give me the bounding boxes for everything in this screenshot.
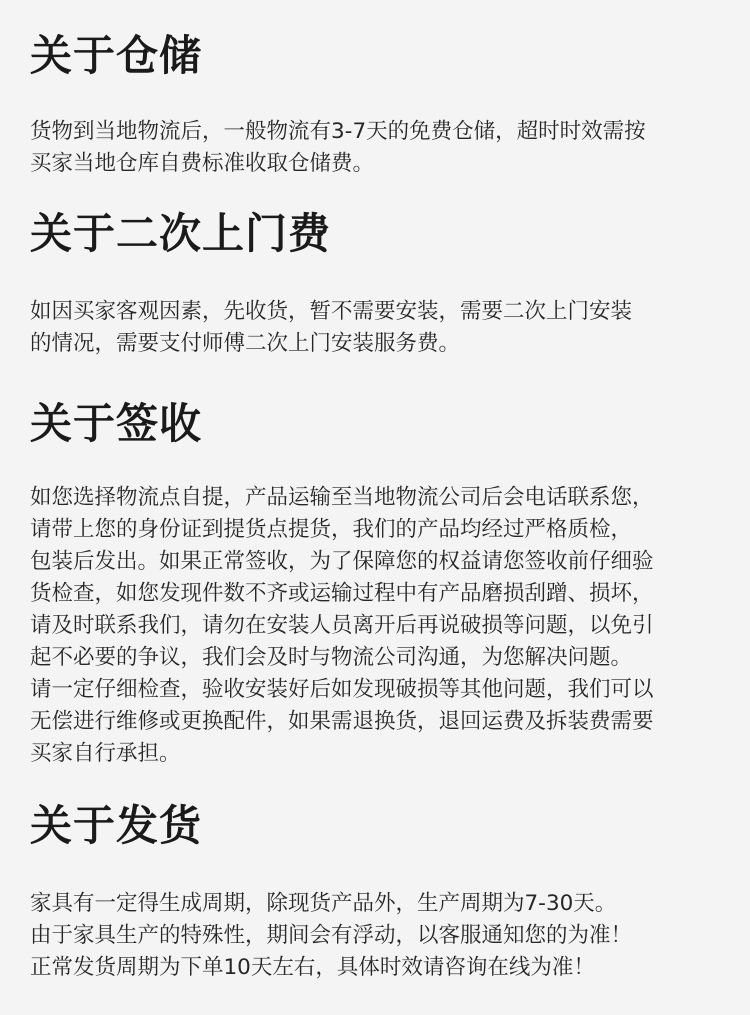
- body-line: 由于家具生产的特殊性，期间会有浮动，以客服通知您的为准！: [30, 923, 633, 948]
- section-second-visit-fee: [30, 206, 720, 360]
- section-title-signing: 关于签收: [30, 399, 203, 448]
- section-body-storage: [30, 116, 720, 180]
- section-title-shipping: 关于发货: [30, 801, 203, 850]
- body-line: 的情况，需要支付师傅二次上门安装服务费。: [30, 331, 461, 356]
- body-line: 请一定仔细检查，验收安装好后如发现破损等其他问题，我们可以: [30, 677, 654, 702]
- section-title-storage: 关于仓储: [30, 31, 203, 80]
- body-line: 起不必要的争议，我们会及时与物流公司沟通，为您解决问题。: [30, 645, 633, 670]
- body-line: 如因买家客观因素，先收货，暂不需要安装，需要二次上门安装: [30, 299, 633, 324]
- section-signing: [30, 396, 720, 770]
- section-body-shipping: [30, 888, 720, 984]
- section-title-second-visit-fee: 关于二次上门费: [30, 209, 332, 258]
- body-line: 包装后发出。如果正常签收，为了保障您的权益请您签收前仔细验: [30, 549, 654, 574]
- section-body-signing: [30, 482, 720, 770]
- body-line: 请及时联系我们，请勿在安装人员离开后再说破损等问题，以免引: [30, 613, 654, 638]
- body-line: 如您选择物流点自提，产品运输至当地物流公司后会电话联系您，: [30, 485, 654, 510]
- body-line: 货物到当地物流后，一般物流有3-7天的免费仓储，超时时效需按: [30, 119, 646, 144]
- body-line: 买家当地仓库自费标准收取仓储费。: [30, 151, 375, 176]
- body-line: 正常发货周期为下单10天左右，具体时效请咨询在线为准！: [30, 955, 595, 980]
- body-line: 家具有一定得生成周期，除现货产品外，生产周期为7-30天。: [30, 891, 617, 916]
- section-shipping: [30, 798, 720, 984]
- body-line: 货检查，如您发现件数不齐或运输过程中有产品磨损刮蹭、损坏，: [30, 581, 654, 606]
- body-line: 请带上您的身份证到提货点提货，我们的产品均经过严格质检，: [30, 517, 633, 542]
- section-body-second-visit-fee: [30, 296, 720, 360]
- section-storage: [30, 28, 720, 180]
- body-line: 无偿进行维修或更换配件，如果需退换货，退回运费及拆装费需要: [30, 709, 654, 734]
- body-line: 买家自行承担。: [30, 741, 181, 766]
